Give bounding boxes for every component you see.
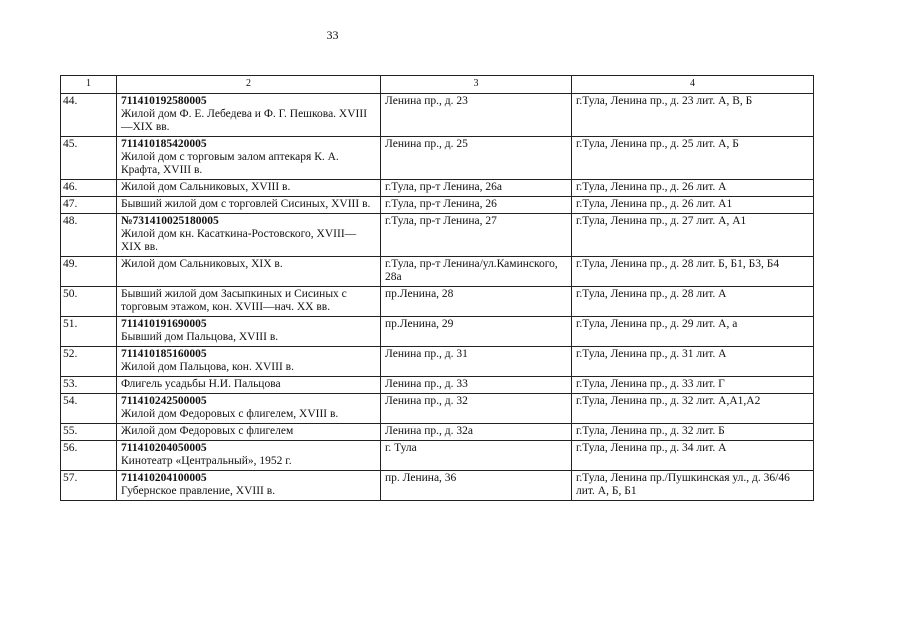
object-cell [117, 347, 381, 377]
column-header: 4 [572, 76, 814, 94]
object-name: Жилой дом Сальниковых, XIX в. [121, 258, 283, 270]
address-cell: Ленина пр., д. 31 [381, 347, 572, 377]
registry-code: 711410204050005 [121, 442, 207, 454]
table-row [61, 214, 814, 257]
table-row [61, 424, 814, 441]
address-cell: пр.Ленина, 28 [381, 287, 572, 317]
address-cell: Ленина пр., д. 23 [381, 94, 572, 137]
object-name: Бывший дом Пальцова, XVIII в. [121, 331, 279, 343]
location-cell: г.Тула, Ленина пр., д. 32 лит. А,А1,А2 [572, 394, 814, 424]
table-row [61, 287, 814, 317]
object-name: Бывший жилой дом Засыпкиных и Сисиных с торговым этажом, кон. XVIII—нач. XX вв. [121, 288, 347, 313]
registry-code: 711410242500005 [121, 395, 207, 407]
location-cell: г.Тула, Ленина пр./Пушкинская ул., д. 36/46 лит. А, Б, Б1 [572, 471, 814, 501]
object-name: Губернское правление, XVIII в. [121, 485, 276, 497]
heritage-registry-table [60, 75, 814, 501]
row-number: 51. [61, 317, 117, 347]
object-cell [117, 197, 381, 214]
address-cell: г.Тула, пр-т Ленина, 27 [381, 214, 572, 257]
object-cell [117, 137, 381, 180]
location-cell: г.Тула, Ленина пр., д. 32 лит. Б [572, 424, 814, 441]
address-cell: Ленина пр., д. 32а [381, 424, 572, 441]
location-cell: г.Тула, Ленина пр., д. 23 лит. А, В, Б [572, 94, 814, 137]
location-cell: г.Тула, Ленина пр., д. 28 лит. А [572, 287, 814, 317]
address-cell: Ленина пр., д. 25 [381, 137, 572, 180]
object-cell [117, 214, 381, 257]
address-cell: г.Тула, пр-т Ленина, 26а [381, 180, 572, 197]
page-number: 33 [326, 28, 339, 42]
table-row [61, 94, 814, 137]
object-cell [117, 377, 381, 394]
table-row [61, 317, 814, 347]
table-header-row [61, 76, 814, 94]
table-row [61, 180, 814, 197]
column-header: 2 [117, 76, 381, 94]
row-number: 44. [61, 94, 117, 137]
object-name: Жилой дом Пальцова, кон. XVIII в. [121, 361, 294, 373]
object-cell [117, 287, 381, 317]
location-cell: г.Тула, Ленина пр., д. 25 лит. А, Б [572, 137, 814, 180]
column-header: 1 [61, 76, 117, 94]
row-number: 55. [61, 424, 117, 441]
registry-code: №731410025180005 [121, 215, 219, 227]
address-cell: Ленина пр., д. 32 [381, 394, 572, 424]
object-name: Жилой дом Сальниковых, XVIII в. [121, 181, 291, 193]
object-cell [117, 441, 381, 471]
object-cell [117, 394, 381, 424]
table-row [61, 471, 814, 501]
object-cell [117, 424, 381, 441]
table-body [61, 94, 814, 501]
object-cell [117, 94, 381, 137]
object-name: Кинотеатр «Центральный», 1952 г. [121, 455, 292, 467]
object-name: Бывший жилой дом с торговлей Сисиных, XVIII в. [121, 198, 371, 210]
object-cell [117, 257, 381, 287]
address-cell: пр.Ленина, 29 [381, 317, 572, 347]
object-cell [117, 180, 381, 197]
location-cell: г.Тула, Ленина пр., д. 28 лит. Б, Б1, Б3, Б4 [572, 257, 814, 287]
object-cell [117, 471, 381, 501]
address-cell: г.Тула, пр-т Ленина/ул.Каминского, 28а [381, 257, 572, 287]
registry-code: 711410185160005 [121, 348, 207, 360]
row-number: 46. [61, 180, 117, 197]
registry-code: 711410191690005 [121, 318, 207, 330]
row-number: 48. [61, 214, 117, 257]
object-name: Флигель усадьбы Н.И. Пальцова [121, 378, 281, 390]
table-row [61, 347, 814, 377]
row-number: 47. [61, 197, 117, 214]
row-number: 56. [61, 441, 117, 471]
location-cell: г.Тула, Ленина пр., д. 29 лит. А, а [572, 317, 814, 347]
table-row [61, 441, 814, 471]
object-name: Жилой дом Федоровых с флигелем, XVIII в. [121, 408, 339, 420]
object-cell [117, 317, 381, 347]
object-name: Жилой дом Ф. Е. Лебедева и Ф. Г. Пешкова. XVIII—XIX вв. [121, 108, 368, 133]
address-cell: г.Тула, пр-т Ленина, 26 [381, 197, 572, 214]
row-number: 53. [61, 377, 117, 394]
location-cell: г.Тула, Ленина пр., д. 27 лит. А, А1 [572, 214, 814, 257]
table-row [61, 377, 814, 394]
row-number: 45. [61, 137, 117, 180]
row-number: 50. [61, 287, 117, 317]
table-row [61, 394, 814, 424]
address-cell: Ленина пр., д. 33 [381, 377, 572, 394]
location-cell: г.Тула, Ленина пр., д. 31 лит. А [572, 347, 814, 377]
registry-code: 711410204100005 [121, 472, 207, 484]
row-number: 54. [61, 394, 117, 424]
location-cell: г.Тула, Ленина пр., д. 26 лит. А1 [572, 197, 814, 214]
address-cell: г. Тула [381, 441, 572, 471]
registry-code: 711410192580005 [121, 95, 207, 107]
location-cell: г.Тула, Ленина пр., д. 34 лит. А [572, 441, 814, 471]
object-name: Жилой дом кн. Касаткина-Ростовского, XVIII—XIX вв. [121, 228, 357, 253]
column-header: 3 [381, 76, 572, 94]
table-row [61, 257, 814, 287]
object-name: Жилой дом с торговым залом аптекаря К. А. Крафта, XVIII в. [121, 151, 339, 176]
location-cell: г.Тула, Ленина пр., д. 33 лит. Г [572, 377, 814, 394]
table-row [61, 137, 814, 180]
row-number: 57. [61, 471, 117, 501]
registry-code: 711410185420005 [121, 138, 207, 150]
object-name: Жилой дом Федоровых с флигелем [121, 425, 294, 437]
row-number: 49. [61, 257, 117, 287]
location-cell: г.Тула, Ленина пр., д. 26 лит. А [572, 180, 814, 197]
address-cell: пр. Ленина, 36 [381, 471, 572, 501]
table-row [61, 197, 814, 214]
row-number: 52. [61, 347, 117, 377]
